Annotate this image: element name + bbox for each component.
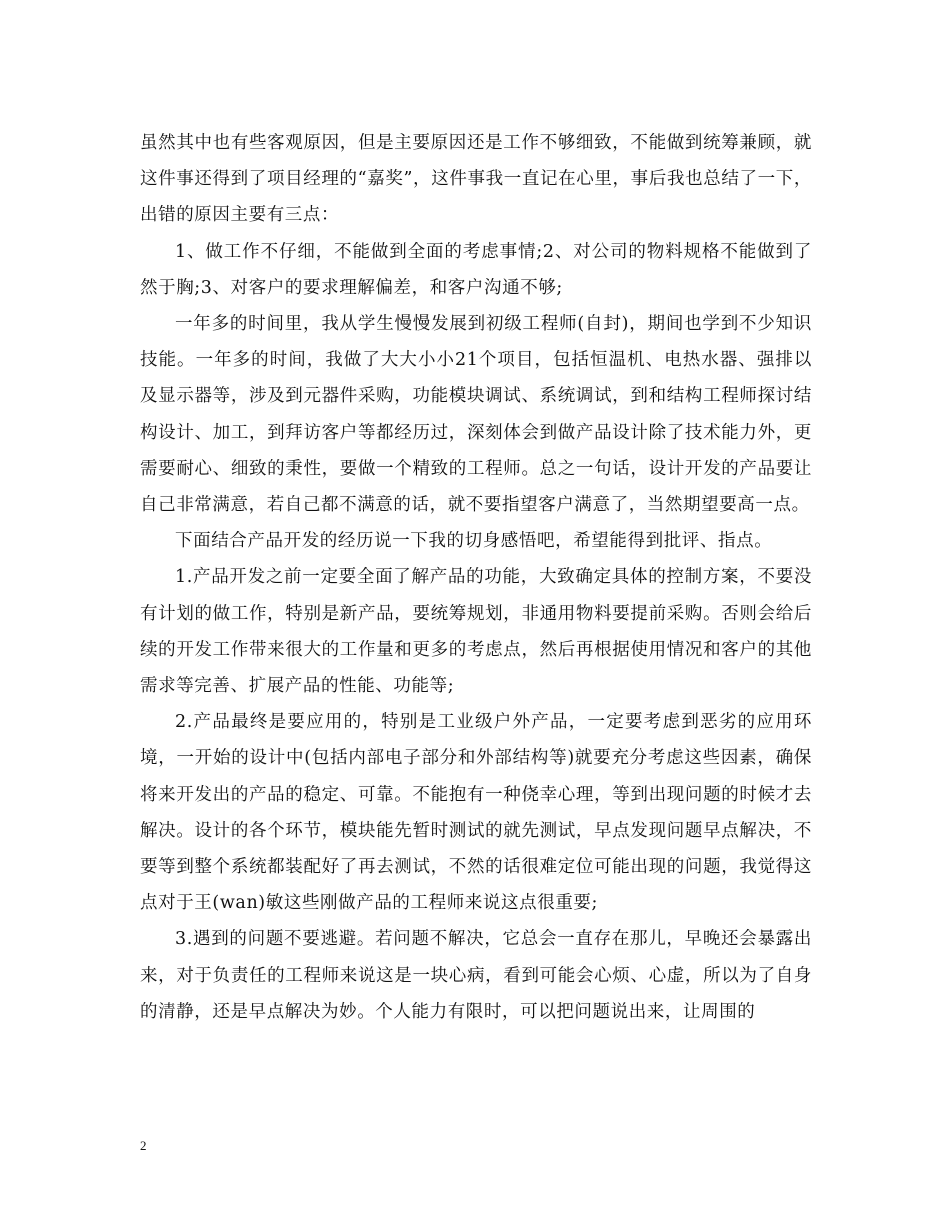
page-number: 2 bbox=[140, 1138, 147, 1153]
paragraph-5: 1.产品开发之前一定要全面了解产品的功能，大致确定具体的控制方案，不要没有计划的做工作，特别是新产品，要统筹规划，非通用物料要提前采购。否则会给后续的开发工作带来很大的工作量和更多的考虑点，然后再根据使用情况和客户的其他需求等完善、扩展产品的性能、功能等; bbox=[140, 567, 812, 697]
paragraph-3: 一年多的时间里，我从学生慢慢发展到初级工程师(自封)，期间也学到不少知识技能。一年多的时间，我做了大大小小21个项目，包括恒温机、电热水器、强排以及显示器等，涉及到元器件采购，功能模块调试、系统调试，到和结构工程师探讨结构设计、加工，到拜访客户等都经历过，深刻体会到做产品设计除了技术能力外，更需要耐心、细致的秉性，要做一个精致的工程师。总之一句话，设计开发的产品要让自己非常满意，若自己都不满意的话，就不要指望客户满意了，当然期望要高一点。 bbox=[140, 314, 812, 516]
document-body bbox=[140, 125, 812, 1030]
paragraph-1: 虽然其中也有些客观原因，但是主要原因还是工作不够细致，不能做到统筹兼顾，就这件事还得到了项目经理的“嘉奖”，这件事我一直记在心里，事后我也总结了一下，出错的原因主要有三点： bbox=[140, 133, 812, 226]
paragraph-6: 2.产品最终是要应用的，特别是工业级户外产品，一定要考虑到恶劣的应用环境，一开始的设计中(包括内部电子部分和外部结构等)就要充分考虑这些因素，确保将来开发出的产品的稳定、可靠。不能抱有一种侥幸心理，等到出现问题的时候才去解决。设计的各个环节，模块能先暂时测试的就先测试，早点发现问题早点解决，不要等到整个系统都装配好了再去测试，不然的话很难定位可能出现的问题，我觉得这点对于王(wan)敏这些刚做产品的工程师来说这点很重要; bbox=[140, 712, 812, 914]
paragraph-7: 3.遇到的问题不要逃避。若问题不解决，它总会一直存在那儿，早晚还会暴露出来，对于负责任的工程师来说这是一块心病，看到可能会心烦、心虚，所以为了自身的清静，还是早点解决为妙。个人能力有限时，可以把问题说出来，让周围的 bbox=[140, 929, 812, 1022]
paragraph-4: 下面结合产品开发的经历说一下我的切身感悟吧，希望能得到批评、指点。 bbox=[175, 531, 773, 552]
paragraph-2: 1、做工作不仔细，不能做到全面的考虑事情;2、对公司的物料规格不能做到了然于胸;3、对客户的要求理解偏差，和客户沟通不够; bbox=[140, 241, 812, 298]
